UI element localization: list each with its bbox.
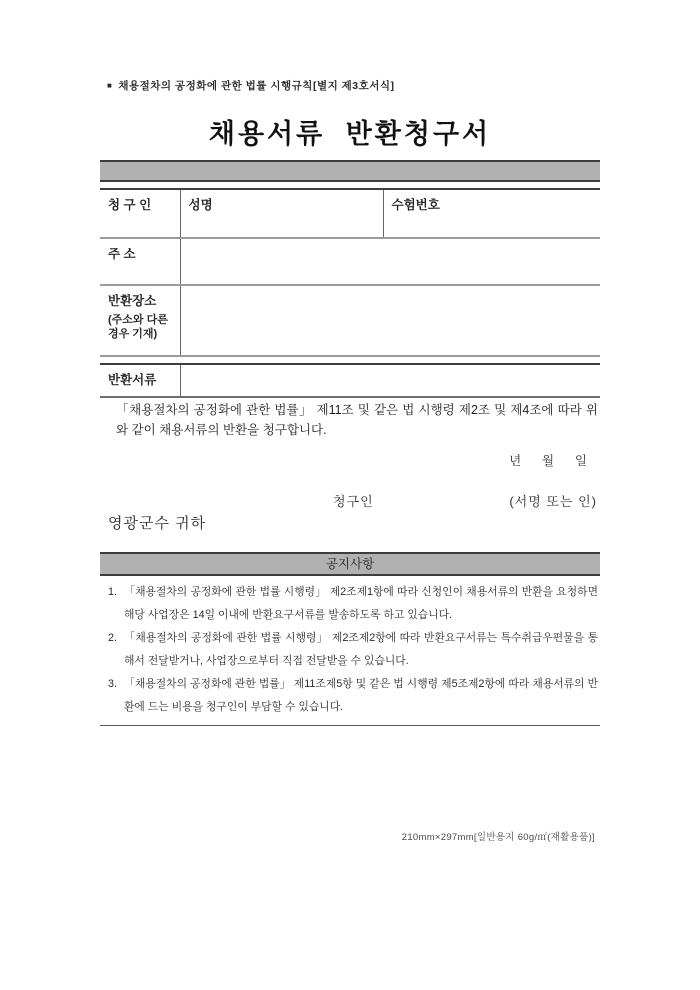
notice-item (100, 581, 600, 627)
table-row-return-place (100, 285, 600, 356)
signature-seal-note: (서명 또는 인) (509, 494, 597, 509)
notice-list (100, 581, 600, 726)
signature-applicant-label: 청구인 (333, 494, 374, 509)
address-field[interactable] (180, 238, 600, 285)
address-label: 주 소 (100, 238, 180, 285)
return-place-sublabel: (주소와 다른 경우 기재) (108, 314, 168, 340)
request-statement: 「채용절차의 공정화에 관한 법률」 제11조 및 같은 법 시행령 제2조 및 제4조에 따라 위와 같이 채용서류의 반환을 청구합니다. (116, 403, 598, 437)
return-place-label-cell (100, 285, 180, 356)
date-line: 년 월 일 (509, 454, 587, 468)
table-row-address (100, 238, 600, 285)
notice-item (100, 673, 600, 719)
return-documents-table (100, 363, 600, 398)
exam-number-cell (383, 189, 600, 238)
page-title: 채용서류 반환청구서 (208, 119, 492, 149)
applicant-label: 청 구 인 (100, 189, 180, 238)
paper-spec-note: 210mm×297mm[일반용지 60g/㎡(재활용품)] (401, 832, 595, 843)
notice-item (100, 627, 600, 673)
table-row-return-docs (100, 364, 600, 397)
exam-number-label: 수험번호 (391, 198, 440, 212)
notice-item-number: 3. (108, 678, 118, 690)
notice-header-bar (100, 552, 600, 576)
notice-item-number: 1. (108, 586, 118, 598)
notice-item-text: 「채용절차의 공정화에 관한 법률 시행령」 제2조제2항에 따라 반환요구서류는 특수취급우편물을 통해서 전달받거나, 사업장으로부터 직접 전달받을 수 있습니다. (124, 632, 598, 667)
notice-item-text: 「채용절차의 공정화에 관한 법률」 제11조제5항 및 같은 법 시행령 제5조제2항에 따라 채용서류의 반환에 드는 비용을 청구인이 부담할 수 있습니다. (124, 678, 598, 713)
recipient-line: 영광군수 귀하 (108, 515, 207, 532)
form-reference-note (107, 78, 395, 93)
signature-row (100, 491, 600, 509)
square-bullet-icon: ■ (107, 80, 113, 90)
name-cell (180, 189, 383, 238)
name-label: 성명 (188, 198, 213, 212)
notice-header-label: 공지사항 (325, 557, 375, 571)
title-divider-bar (100, 160, 600, 182)
return-docs-field[interactable] (180, 364, 600, 397)
return-docs-label: 반환서류 (100, 364, 180, 397)
applicant-info-table (100, 188, 600, 357)
notice-item-number: 2. (108, 632, 118, 644)
form-reference-text: 채용절차의 공정화에 관한 법률 시행규칙[별지 제3호서식] (118, 80, 395, 92)
return-place-field[interactable] (180, 285, 600, 356)
notice-item-text: 「채용절차의 공정화에 관한 법률 시행령」 제2조제1항에 따라 신청인이 채용서류의 반환을 요청하면 해당 사업장은 14일 이내에 반환요구서류를 발송하도록 하고 있습니다. (124, 586, 598, 621)
return-place-label: 반환장소 (108, 294, 157, 308)
table-row-applicant (100, 189, 600, 238)
